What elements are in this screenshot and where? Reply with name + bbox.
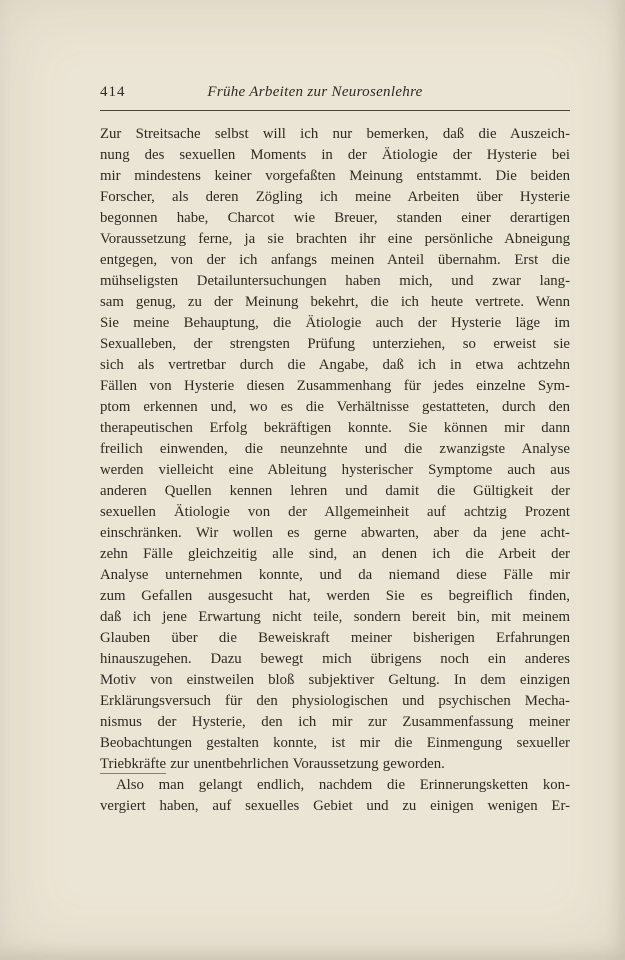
text-line: ptom erkennen und, wo es die Verhältnisse gestatteten, durch den (100, 399, 570, 415)
text-line: Analyse unternehmen konnte, und da niemand diese Fälle mir (100, 567, 570, 583)
running-title: Frühe Arbeiten zur Neurosenlehre (207, 84, 423, 100)
text-line: Beobachtungen gestalten konnte, ist mir die Einmengung sexueller (100, 735, 570, 751)
text-line: sexuellen Ätiologie von der Allgemeinheit auf achtzig Prozent (100, 504, 570, 520)
text-line: Also man gelangt endlich, nachdem die Erinnerungsketten kon- (116, 777, 570, 793)
text-line: zehn Fälle gleichzeitig alle sind, an denen ich die Arbeit der (100, 546, 570, 562)
text-line: anderen Quellen kennen lehren und damit die Gültigkeit der (100, 483, 570, 499)
text-line: Forscher, als deren Zögling ich meine Arbeiten über Hysterie (100, 189, 570, 205)
text-line: einschränken. Wir wollen es gerne abwarten, aber da jene acht- (100, 525, 570, 541)
text-line: nismus der Hysterie, den ich mir zur Zusammenfassung meiner (100, 714, 570, 730)
text-line: vergiert haben, auf sexuelles Gebiet und zu einigen wenigen Er- (100, 798, 570, 814)
text-line: entgegen, von der ich anfangs meinen Anteil übernahm. Erst die (100, 252, 570, 268)
text-line: Erklärungsversuch für den physiologischen und psychischen Mecha- (100, 693, 570, 709)
page-content (100, 84, 570, 817)
text-line: Zur Streitsache selbst will ich nur bemerken, daß die Auszeich- (100, 126, 570, 142)
text-line: mühseligsten Detailuntersuchungen haben mich, und zwar lang- (100, 273, 570, 289)
text-line: Fällen von Hysterie diesen Zusammenhang für jedes einzelne Sym- (100, 378, 570, 394)
text-line: werden vielleicht eine Ableitung hysterischer Symptome auch aus (100, 462, 570, 478)
text-line: sam genug, zu der Meinung bekehrt, die ich heute vertrete. Wenn (100, 294, 570, 310)
paragraph (100, 775, 570, 817)
text-line: freilich einwenden, die neunzehnte und die zwanzigste Analyse (100, 441, 570, 457)
running-header (100, 84, 570, 111)
page-number: 414 (100, 84, 126, 100)
paragraph (100, 124, 570, 775)
text-line: daß ich jene Erwartung nicht teile, sondern bereit bin, mit meinem (100, 609, 570, 625)
text-line: zum Gefallen ausgesucht hat, werden Sie es begreiflich finden, (100, 588, 570, 604)
text-line: Triebkräfte zur unentbehrlichen Voraussetzung geworden. (100, 756, 445, 772)
text-body (100, 124, 570, 817)
text-line: hinauszugehen. Dazu bewegt mich übrigens noch ein anderes (100, 651, 570, 667)
underlined-word: Triebkräfte (100, 756, 167, 772)
text-line: Sexualleben, der strengsten Prüfung unterziehen, so erweist sie (100, 336, 570, 352)
text-line: nung des sexuellen Moments in der Ätiologie der Hysterie bei (100, 147, 570, 163)
text-line: Sie meine Behauptung, die Ätiologie auch der Hysterie läge im (100, 315, 570, 331)
text-line: Motiv von einstweilen bloß subjektiver Geltung. In dem einzigen (100, 672, 570, 688)
text-line: Voraussetzung ferne, ja sie brachten ihr eine persönliche Abneigung (100, 231, 570, 247)
text-line: begonnen habe, Charcot wie Breuer, standen einer derartigen (100, 210, 570, 226)
text-line: Glauben über die Beweiskraft meiner bisherigen Erfahrungen (100, 630, 570, 646)
text-line: sich als vertretbar durch die Angabe, daß ich in etwa achtzehn (100, 357, 570, 373)
text-line: therapeutischen Erfolg bekräftigen konnte. Sie können mir dann (100, 420, 570, 436)
text-line: mir mindestens keiner vorgefaßten Meinung entstammt. Die beiden (100, 168, 570, 184)
